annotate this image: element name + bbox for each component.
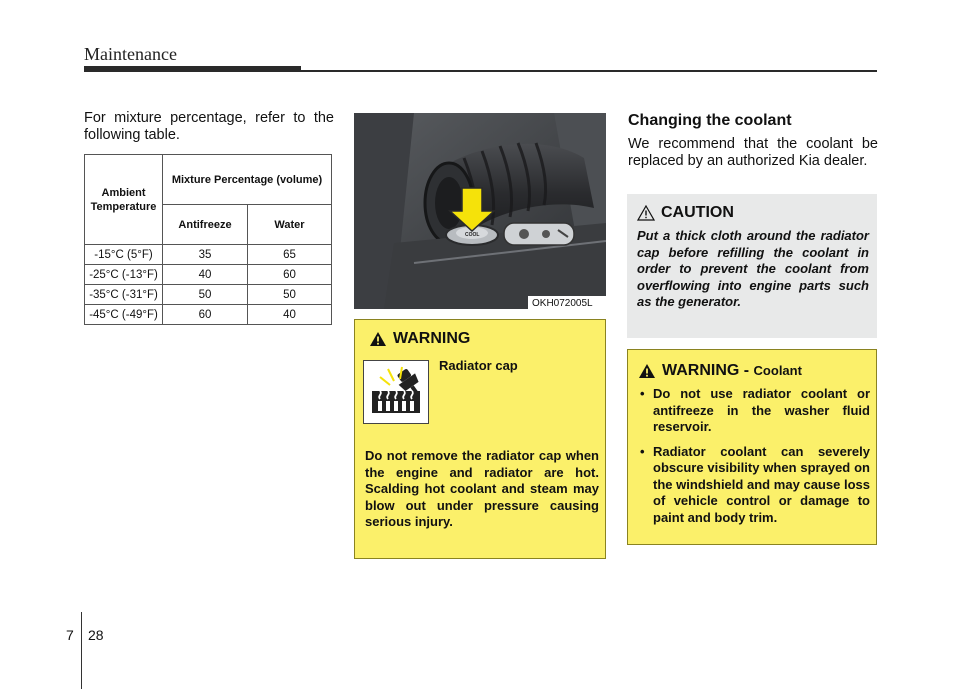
cell-antifreeze: 35 bbox=[163, 245, 248, 265]
warning-radiator-title: WARNING bbox=[393, 330, 471, 347]
cell-antifreeze: 50 bbox=[163, 285, 248, 305]
table-row bbox=[85, 245, 332, 265]
page-header-title: Maintenance bbox=[84, 44, 177, 64]
warning-coolant bbox=[627, 349, 877, 545]
changing-coolant-text: We recommend that the coolant be replaced by an authorized Kia dealer. bbox=[628, 136, 878, 169]
mixture-table bbox=[84, 154, 332, 325]
caution-triangle-icon bbox=[637, 205, 655, 221]
cell-temperature: -25°C (-13°F) bbox=[85, 265, 163, 285]
bullet: • bbox=[640, 386, 645, 401]
table-row bbox=[85, 305, 332, 325]
cell-water: 60 bbox=[248, 265, 332, 285]
cell-temperature: -45°C (-49°F) bbox=[85, 305, 163, 325]
header-rule bbox=[301, 70, 877, 72]
changing-coolant-title: Changing the coolant bbox=[628, 112, 792, 129]
list-item-text: Radiator coolant can severely obscure visibility when sprayed on the windshield and may cause loss of vehicle control or damage to paint and body trim. bbox=[653, 443, 870, 525]
warning-coolant-list bbox=[638, 386, 870, 534]
cell-water: 50 bbox=[248, 285, 332, 305]
chapter-number: 7 bbox=[66, 627, 74, 643]
bullet: • bbox=[640, 443, 645, 459]
warning-radiator-body: Do not remove the radiator cap when the engine and radiator are hot. Scalding hot coolant and steam may blow out under pressure causing serious injury. bbox=[365, 448, 599, 529]
header-bar bbox=[84, 66, 301, 72]
list-item bbox=[638, 444, 870, 527]
caution-header bbox=[637, 204, 734, 222]
warning-coolant-title: WARNING - bbox=[662, 362, 754, 379]
warning-radiator-subtitle: Radiator cap bbox=[439, 358, 518, 373]
cell-antifreeze: 40 bbox=[163, 265, 248, 285]
header-antifreeze: Antifreeze bbox=[163, 205, 248, 245]
intro-text: For mixture percentage, refer to the following table. bbox=[84, 110, 334, 143]
caution-title: CAUTION bbox=[661, 204, 734, 221]
engine-bay-photo bbox=[354, 113, 606, 309]
header-mixture-percentage: Mixture Percentage (volume) bbox=[163, 155, 332, 205]
cell-temperature: -15°C (5°F) bbox=[85, 245, 163, 265]
table-row bbox=[85, 265, 332, 285]
header-water: Water bbox=[248, 205, 332, 245]
cell-water: 65 bbox=[248, 245, 332, 265]
caution-body: Put a thick cloth around the radiator cap before refilling the coolant in order to prevent the coolant from overflowing into engine parts such as the generator. bbox=[637, 228, 869, 309]
list-item bbox=[638, 386, 870, 436]
warning-triangle-icon bbox=[638, 363, 656, 379]
hot-radiator-icon bbox=[363, 360, 429, 424]
warning-radiator-header bbox=[369, 330, 470, 348]
page-number: 28 bbox=[88, 627, 104, 643]
warning-coolant-subtitle: Coolant bbox=[753, 363, 802, 378]
cap-label: COOL bbox=[465, 232, 480, 238]
table-row bbox=[85, 285, 332, 305]
warning-coolant-header bbox=[638, 362, 802, 380]
cell-temperature: -35°C (-31°F) bbox=[85, 285, 163, 305]
header-ambient-temperature: Ambient Temperature bbox=[85, 155, 163, 245]
warning-triangle-icon bbox=[369, 331, 387, 347]
photo-caption: OKH072005L bbox=[532, 298, 593, 309]
cell-water: 40 bbox=[248, 305, 332, 325]
caution-box bbox=[627, 194, 877, 338]
footer-divider bbox=[81, 612, 82, 689]
cell-antifreeze: 60 bbox=[163, 305, 248, 325]
list-item-text: Do not use radiator coolant or antifreeze in the washer fluid reservoir. bbox=[653, 386, 870, 434]
warning-radiator-cap bbox=[354, 319, 606, 559]
